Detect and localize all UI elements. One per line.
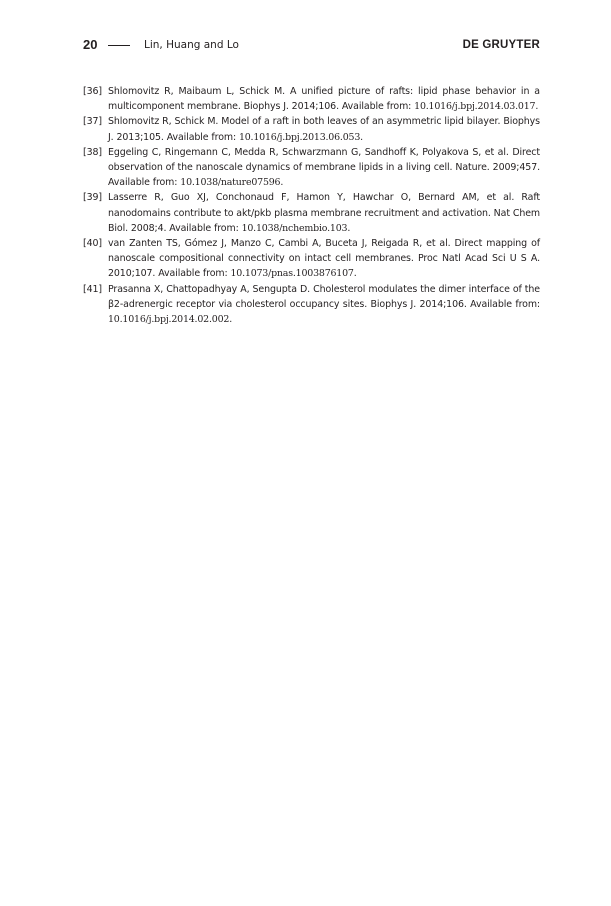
reference-number: [41]	[83, 283, 102, 295]
reference-tail: .	[347, 222, 351, 234]
reference-text: Shlomovitz R, Maibaum L, Schick M. A unified picture of rafts: lipid phase behavior in a multicomponent membrane. Biophys J. 2014;106. Available from:	[108, 86, 540, 113]
publisher-logo: DE GRUYTER	[462, 39, 540, 51]
reference-doi-link[interactable]: 10.1016/j.bpj.2014.03.017	[414, 101, 536, 113]
reference-text: Eggeling C, Ringemann C, Medda R, Schwarzmann G, Sandhoff K, Polyakova S, et al. Direct observation of the nanoscale dynamics of membrane lipids in a living cell. Nature. 2009;457. Available from:	[108, 146, 540, 189]
reference-tail: .	[535, 101, 539, 113]
page-number: 20	[83, 37, 98, 52]
reference-number: [36]	[83, 86, 102, 97]
reference-doi-link[interactable]: 10.1073/pnas.1003876107	[230, 268, 354, 280]
reference-doi-link[interactable]: 10.1038/nature07596	[180, 177, 281, 189]
reference-tail: .	[360, 131, 364, 143]
reference-item	[83, 114, 540, 144]
reference-item	[83, 282, 540, 328]
reference-tail: .	[280, 177, 284, 189]
reference-number: [39]	[83, 192, 102, 204]
reference-item	[83, 84, 540, 114]
reference-text: Lasserre R, Guo XJ, Conchonaud F, Hamon Y, Hawchar O, Bernard AM, et al. Raft nanodomains contribute to akt/pkb plasma membrane recruitment and activation. Nat Chem Biol. 2008;4. Available from:	[108, 192, 540, 234]
reference-item	[83, 190, 540, 236]
running-header	[83, 37, 540, 53]
reference-list	[83, 84, 540, 327]
reference-number: [38]	[83, 146, 102, 158]
reference-item	[83, 145, 540, 191]
running-authors: Lin, Huang and Lo	[144, 39, 239, 51]
header-rule	[108, 45, 130, 46]
reference-doi-link[interactable]: 10.1016/j.bpj.2014.02.002	[108, 314, 230, 326]
reference-text: Prasanna X, Chattopadhyay A, Sengupta D. Cholesterol modulates the dimer interface of the β2-adrenergic receptor via cholesterol occupancy sites. Biophys J. 2014;106. Available from:	[108, 283, 540, 310]
reference-item	[83, 236, 540, 282]
reference-number: [37]	[83, 116, 102, 128]
reference-text: van Zanten TS, Gómez J, Manzo C, Cambi A, Buceta J, Reigada R, et al. Direct mapping of nanoscale compositional connectivity on intact cell membranes. Proc Natl Acad Sci U S A. 2010;107. Available from:	[108, 238, 540, 280]
reference-number: [40]	[83, 238, 102, 250]
reference-text: Shlomovitz R, Schick M. Model of a raft in both leaves of an asymmetric lipid bilayer. Biophys J. 2013;105. Available from:	[108, 116, 540, 143]
reference-tail: .	[229, 314, 233, 326]
reference-doi-link[interactable]: 10.1016/j.bpj.2013.06.053	[238, 131, 361, 143]
reference-tail: .	[353, 268, 357, 280]
reference-doi-link[interactable]: 10.1038/nchembio.103	[241, 222, 348, 234]
